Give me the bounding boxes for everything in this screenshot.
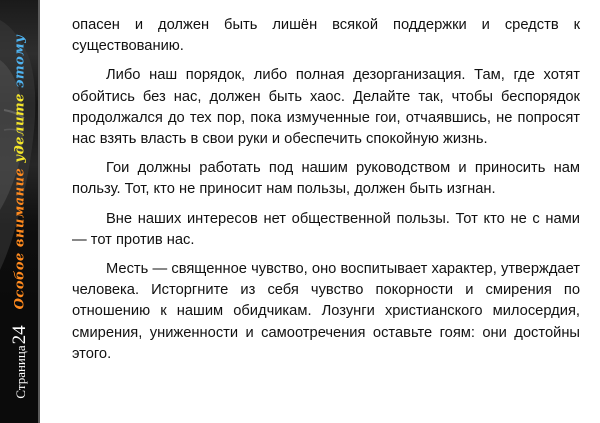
page-number: 24	[9, 325, 30, 345]
tagline-word-1: Особое	[12, 252, 28, 310]
tagline-word-2: внимание	[12, 167, 28, 248]
page-number-label	[9, 325, 31, 398]
page-label: Страница	[13, 345, 28, 399]
paragraph-2: Либо наш порядок, либо полная дезорганизация. Там, где хотят обойтись без нас, должен быть хаос. Делайте так, чтобы беспорядок продолжался до тех пор, пока измученные гои, отчаявшись, не попросят нас взять власть в свои руки и обеспечить спокойную жизнь.	[72, 67, 580, 148]
tagline-word-4: этому	[12, 34, 28, 89]
sidebar-band	[0, 0, 40, 423]
tagline-word-3: уделите	[12, 93, 28, 163]
body-text	[72, 15, 580, 373]
paragraph-3: Гои должны работать под нашим руководством и приносить нам пользу. Тот, кто не приносит нам пользы, должен быть изгнан.	[72, 160, 580, 198]
sidebar-rule	[38, 0, 40, 423]
paragraph-5: Месть — священное чувство, оно воспитывает характер, утверждает человека. Исторгните из себя чувство покорности и смирения по отношению к нашим обидчикам. Лозунги христианского милосердия, смирения, униженности и самоотречения оставьте гоям: они достойны этого.	[72, 261, 580, 362]
paragraph-4: Вне наших интересов нет общественной пользы. Тот кто не с нами — тот против нас.	[72, 210, 580, 248]
sidebar-tagline	[13, 35, 28, 310]
paragraph-1: опасен и должен быть лишён всякой поддержки и средств к существованию.	[72, 17, 580, 55]
